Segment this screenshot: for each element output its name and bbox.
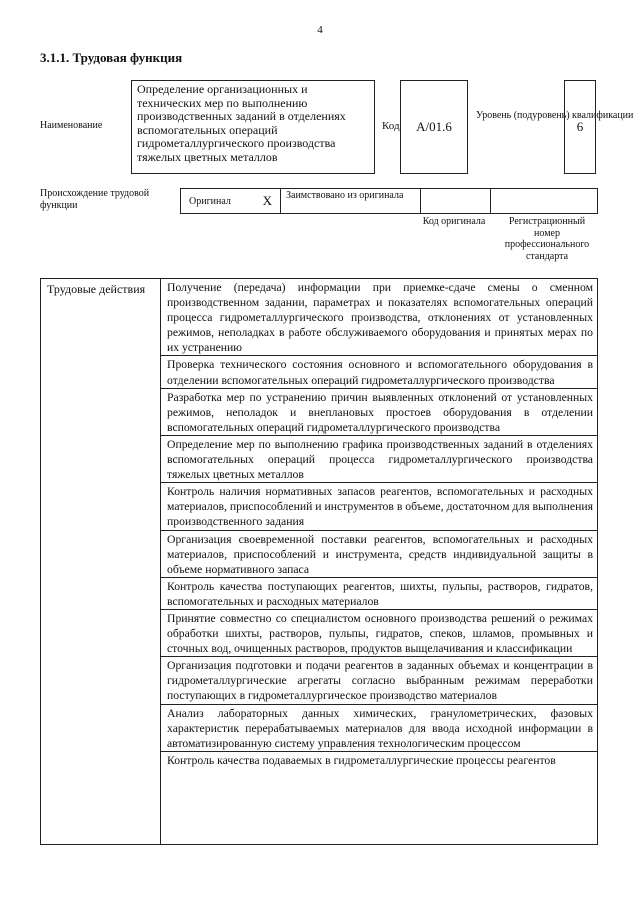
page-number: 4	[317, 24, 323, 36]
labor-action-item: Контроль качества поступающих реагентов, шихты, пульпы, растворов, гидратов, вспомогательных и расходных материалов	[161, 578, 597, 610]
labor-action-item: Организация подготовки и подачи реагентов в заданных объемах и концентрации в гидрометаллургические агрегаты согласно выбранным режимам переработки поступающих в гидрометаллургическое производство материалов	[161, 657, 597, 704]
section-title: 3.1.1. Трудовая функция	[40, 50, 183, 65]
labor-action-item: Определение мер по выполнению графика производственных заданий в отделениях вспомогательных операций процесса гидрометаллургического производства тяжелых цветных металлов	[161, 436, 597, 483]
registration-number-cell	[491, 189, 597, 213]
labor-action-item: Анализ лабораторных данных химических, гранулометрических, фазовых характеристик перерабатываемых материалов для ввода исходной информации в автоматизированную систему управления технологическим процессом	[161, 705, 597, 752]
labor-action-item: Контроль наличия нормативных запасов реагентов, вспомогательных и расходных материалов, приспособлений и инструментов в объеме, достаточном для выполнения производственного задания	[161, 483, 597, 530]
labor-action-item: Организация своевременной поставки реагентов, вспомогательных и расходных материалов, приспособлений и инструмента, средств индивидуальной защиты в объеме нормативного запаса	[161, 531, 597, 578]
original-mark: X	[262, 193, 272, 208]
labor-action-item: Принятие совместно со специалистом основного производства решений о режимах обработки шихты, растворов, пульпы, гидратов, спеков, шламов, промывных и сточных вод, очищенных растворов, продуктов выщелачивания и классификации	[161, 610, 597, 657]
code-label: Код	[382, 120, 400, 132]
labor-action-item: Разработка мер по устранению причин выявленных отклонений от установленных режимов, неполадок и внеплановых простоев оборудования в отделении вспомогательных операций гидрометаллургического производства	[161, 389, 597, 436]
labor-actions-header: Трудовые действия	[41, 279, 161, 844]
origin-original-cell	[181, 189, 281, 213]
qualification-level-label: Уровень (подуровень) квалификации	[476, 110, 634, 121]
borrowed-label: Заимствовано из оригинала	[281, 189, 421, 213]
name-label: Наименование	[40, 120, 103, 131]
function-name-value: Определение организационных и технических мер по выполнению производственных заданий в отделениях вспомогательных операций гидрометаллургического производства тяжелых цветных металлов	[131, 80, 375, 174]
labor-action-item: Проверка технического состояния основного и вспомогательного оборудования в отделении вспомогательных операций гидрометаллургического производства	[161, 356, 597, 388]
original-code-cell	[421, 189, 491, 213]
registration-number-caption: Регистрационный номер профессионального стандарта	[504, 216, 590, 262]
original-label: Оригинал	[189, 195, 231, 207]
labor-actions-table	[40, 278, 598, 845]
labor-actions-list	[161, 279, 597, 844]
qualification-level-value: 6	[564, 80, 596, 174]
original-code-caption: Код оригинала	[422, 216, 486, 227]
labor-action-item: Получение (передача) информации при приемке-сдаче смены о сменном производственном задании, параметрах и показателях вспомогательных операций процесса гидрометаллургического производства, отклонениях от установленных режимов, неполадках в работе обслуживаемого оборудования и принятых мерах по их устранению	[161, 279, 597, 356]
function-code-value: A/01.6	[400, 80, 468, 174]
origin-table	[180, 188, 598, 214]
origin-label: Происхождение трудовой функции	[40, 188, 150, 211]
labor-action-item: Контроль качества подаваемых в гидрометаллургические процессы реагентов	[167, 753, 556, 767]
